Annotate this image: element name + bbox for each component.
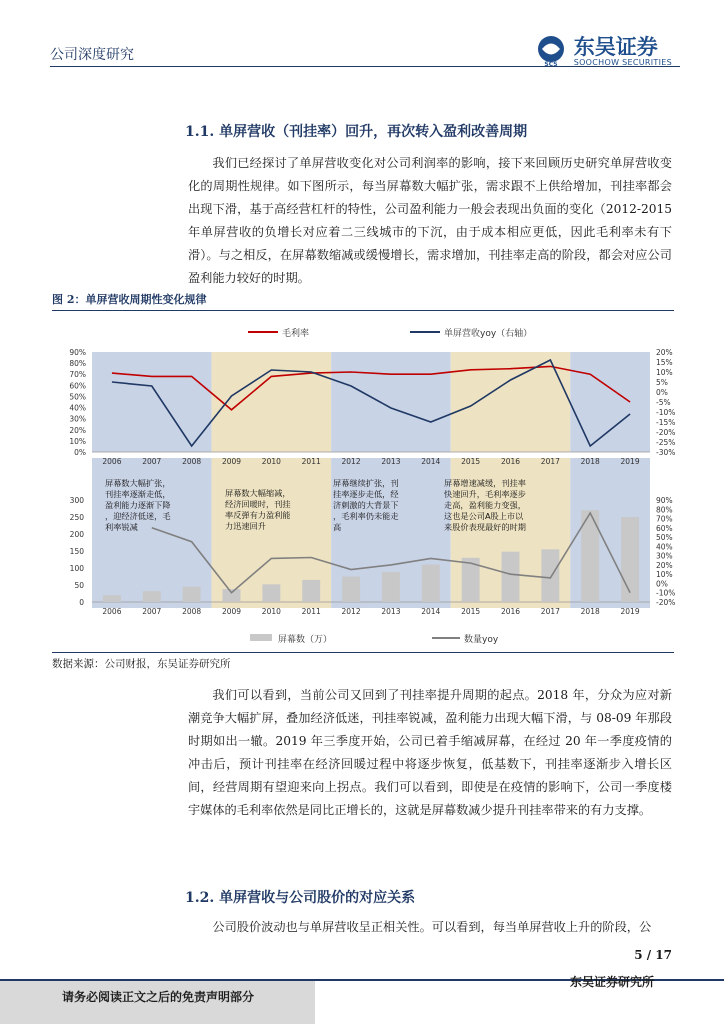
company-logo — [534, 34, 672, 68]
screen-count-bar-2008 — [183, 587, 201, 602]
bottom-right-tick: 0% — [656, 579, 668, 589]
screen-count-bar-2016 — [502, 552, 520, 602]
top-left-tick: 20% — [69, 425, 86, 435]
legend-gross-margin: 毛利率 — [282, 329, 310, 339]
top-x-tick: 2006 — [102, 457, 122, 466]
bottom-x-tick: 2009 — [221, 607, 242, 616]
top-x-tick: 2015 — [461, 457, 481, 466]
bottom-x-tick: 2014 — [421, 607, 441, 616]
figure-source: 数据来源：公司财报，东吴证券研究所 — [52, 652, 674, 671]
bottom-right-tick: 60% — [656, 523, 673, 533]
phase-band-top-0 — [92, 352, 212, 452]
top-x-tick: 2018 — [580, 457, 600, 466]
footer-org: 东吴证券研究所 — [569, 975, 654, 989]
bottom-x-tick: 2013 — [381, 607, 401, 616]
bottom-left-tick: 300 — [69, 496, 84, 505]
bottom-left-tick: 150 — [69, 547, 84, 556]
bottom-left-tick: 0 — [79, 598, 84, 607]
top-x-tick: 2013 — [381, 457, 401, 466]
top-left-tick: 10% — [69, 436, 86, 446]
top-x-tick: 2011 — [301, 457, 321, 466]
phase-annotation-2: 屏幕继续扩张，刊挂率逐步走低，经济刺激的大背景下，毛利率仍未能走高 — [333, 478, 399, 532]
bottom-right-tick: -10% — [656, 588, 676, 598]
phase-band-top-1 — [212, 352, 332, 452]
phase-band-top-2 — [331, 352, 451, 452]
phase-annotation-3: 屏幕增速减缓，刊挂率快速回升，毛利率逐步走高，盈利能力变强，这也是公司A股上市以来股价表现最好的时期 — [444, 478, 526, 532]
top-right-tick: 10% — [656, 368, 673, 377]
legend-screen-count: 屏幕数（万） — [278, 635, 333, 645]
screen-count-bar-2019 — [621, 517, 639, 602]
top-left-tick: 90% — [69, 348, 86, 357]
top-right-tick: -5% — [656, 398, 671, 407]
bottom-x-tick: 2008 — [182, 607, 202, 616]
bottom-left-tick: 250 — [69, 513, 84, 522]
bottom-right-tick: 20% — [656, 560, 673, 570]
bottom-x-tick: 2018 — [580, 607, 600, 616]
top-left-tick: 50% — [69, 392, 86, 402]
top-x-tick: 2017 — [540, 457, 560, 466]
page-number: 5 / 17 — [634, 948, 672, 962]
paragraph-3: 公司股价波动也与单屏营收呈正相关性。可以看到，每当单屏营收上升的阶段，公 — [212, 920, 652, 934]
top-right-tick: -15% — [656, 418, 676, 427]
screen-count-bar-2011 — [302, 580, 320, 602]
bottom-x-tick: 2006 — [102, 607, 122, 616]
logo-mark-icon — [534, 34, 568, 68]
top-left-tick: 70% — [69, 370, 86, 380]
phase-band-top-4 — [570, 352, 650, 452]
bottom-x-tick: 2011 — [301, 607, 321, 616]
top-right-tick: 0% — [656, 388, 668, 397]
page-header-label: 公司深度研究 — [50, 44, 680, 67]
screen-count-bar-2006 — [103, 595, 121, 602]
bottom-right-tick: 40% — [656, 542, 673, 552]
top-x-tick: 2016 — [500, 457, 521, 466]
bottom-right-tick: -20% — [656, 598, 676, 607]
top-right-tick: 5% — [656, 378, 668, 387]
top-right-tick: 15% — [656, 358, 673, 367]
paragraph-2: 我们可以看到，当前公司又回到了刊挂率提升周期的起点。2018 年，分众为应对新潮竞争大幅扩屏，叠加经济低迷，刊挂率锐减，盈利能力出现大幅下滑，与 08-09 年那段时期如出一辙。2019 年三季度开始，公司已着手缩减屏幕，在经过 20 年一季度疫情的冲击后，预计刊挂率在经济回暖过程中将逐步恢复，低基数下，刊挂率逐渐步入增长区间，经营周期有望迎来向上拐点。我们可以看到，即使是在疫情的影响下，公司一季度楼宇媒体的毛利率依然是同比正增长的，这就是屏幕数减少提升刊挂率带来的有力支撑。 — [188, 688, 672, 817]
figure-title: 图 2：单屏营收周期性变化规律 — [52, 291, 674, 311]
bottom-x-tick: 2007 — [142, 607, 162, 616]
top-right-tick: 20% — [656, 348, 673, 357]
phase-annotation-0: 屏幕数大幅扩张，刊挂率逐渐走低，盈利能力逐渐下降，迎经济低迷，毛利率锐减 — [105, 478, 171, 532]
logo-name-en: SOOCHOW SECURITIES — [573, 57, 672, 67]
cycle-chart — [0, 312, 724, 652]
screen-count-bar-2007 — [143, 591, 161, 602]
top-left-tick: 80% — [69, 359, 86, 369]
top-x-tick: 2014 — [421, 457, 441, 466]
top-x-tick: 2007 — [142, 457, 162, 466]
screen-count-bar-2009 — [223, 589, 241, 602]
screen-count-bar-2010 — [262, 584, 280, 602]
legend-screen-revenue-yoy: 单屏营收yoy（右轴） — [444, 329, 533, 339]
svg-text:SCS: SCS — [544, 61, 558, 68]
phase-annotation-1: 屏幕数大幅缩减，经济回暖时，刊挂率反弹有力盈利能力迅速回升 — [225, 488, 291, 531]
bottom-right-tick: 50% — [656, 533, 673, 543]
footer-disclaimer: 请务必阅读正文之后的免责声明部分 — [62, 990, 255, 1004]
section-title-1-2: 1.2. 单屏营收与公司股价的对应关系 — [185, 890, 416, 906]
top-x-tick: 2009 — [221, 457, 242, 466]
legend-count-yoy: 数量yoy — [464, 635, 499, 645]
bottom-x-tick: 2016 — [500, 607, 521, 616]
bottom-left-tick: 100 — [69, 564, 84, 573]
screen-count-bar-2014 — [422, 565, 440, 602]
legend-bottom — [250, 633, 499, 645]
logo-name-cn: 东吴证券 — [573, 34, 658, 59]
top-left-tick: 60% — [69, 381, 86, 391]
top-right-tick: -25% — [656, 438, 676, 447]
legend-top — [248, 327, 532, 339]
bottom-right-tick: 80% — [656, 505, 673, 515]
top-x-tick: 2008 — [182, 457, 202, 466]
bottom-x-tick: 2019 — [620, 607, 640, 616]
screen-count-bar-2012 — [342, 577, 360, 603]
top-left-tick: 30% — [69, 414, 86, 424]
bottom-left-tick: 200 — [69, 530, 84, 539]
top-left-tick: 0% — [74, 448, 86, 457]
bottom-right-tick: 90% — [656, 496, 673, 505]
paragraph-1: 我们已经探讨了单屏营收变化对公司利润率的影响，接下来回顾历史研究单屏营收变化的周期性规律。如下图所示，每当屏幕数大幅扩张，需求跟不上供给增加，刊挂率都会出现下滑，基于高经营杠杆的特性，公司盈利能力一般会表现出负面的变化（2012-2015 年单屏营收的负增长对应着二三线城市的下沉，由于成本相应更低，因此毛利率未有下滑）。与之相反，在屏幕数缩减或缓慢增长，需求增加，刊挂率走高的阶段，都会对应公司盈利能力较好的时期。 — [188, 156, 672, 285]
top-x-tick: 2010 — [261, 457, 281, 466]
bottom-right-tick: 30% — [656, 551, 673, 561]
bottom-x-tick: 2015 — [461, 607, 481, 616]
section-title-1-1: 1.1. 单屏营收（刊挂率）回升，再次转入盈利改善周期 — [185, 124, 528, 140]
bottom-x-tick: 2010 — [261, 607, 281, 616]
screen-count-bar-2013 — [382, 572, 400, 602]
top-x-tick: 2019 — [620, 457, 640, 466]
bottom-left-tick: 50 — [74, 581, 84, 590]
bottom-right-tick: 10% — [656, 570, 673, 580]
bottom-right-tick: 70% — [656, 514, 673, 524]
top-right-tick: -20% — [656, 428, 676, 437]
bottom-x-tick: 2012 — [341, 607, 361, 616]
top-left-tick: 40% — [69, 403, 86, 413]
top-x-tick: 2012 — [341, 457, 361, 466]
top-right-tick: -10% — [656, 408, 676, 417]
bottom-x-tick: 2017 — [540, 607, 560, 616]
screen-count-bar-2017 — [541, 549, 559, 602]
top-right-tick: -30% — [656, 448, 676, 457]
